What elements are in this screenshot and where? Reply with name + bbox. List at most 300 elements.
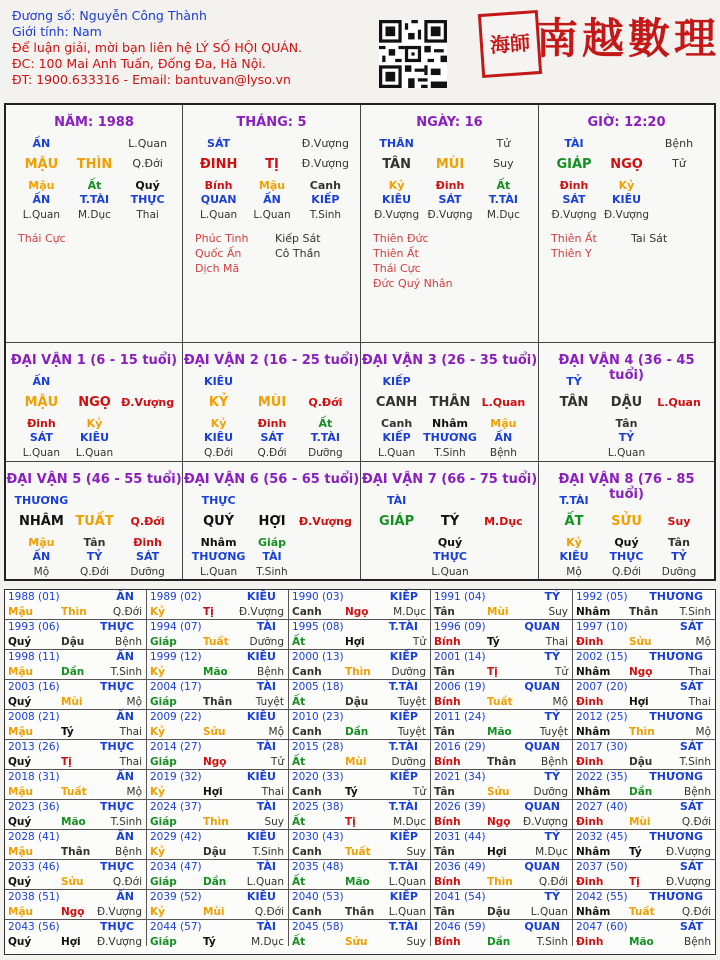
year-stem: Giáp [150,816,177,828]
year-stem: Nhâm [576,726,611,738]
year-label: 2047 (60) [576,921,628,933]
year-ten-god: KIẾP [389,590,418,603]
dv-hidden-ten-god: KIẾP [382,431,411,444]
hidden-stage: Đ.Vượng [427,209,473,221]
year-label: 2010 (23) [292,711,344,723]
pillar-1 [183,105,361,343]
year-label: 2026 (39) [434,801,486,813]
year-stage: Thai [688,666,711,678]
star-right: Kiếp Sát [275,232,321,245]
dv-hidden-stem: Kỷ [86,417,103,430]
dv-hidden-ten-god: THƯƠNG [423,431,477,444]
year-cell [431,710,573,740]
year-stem: Kỷ [150,906,165,918]
hidden-ten-god: T.TÀI [79,193,110,206]
dv-hidden-ten-god: ẤN [32,550,51,563]
dv-hidden-stem: Tân [615,417,638,430]
year-stem: Quý [8,696,32,708]
year-label: 1989 (02) [150,591,202,603]
pillar-title: THÁNG: 5 [236,115,307,130]
pillar-title: NGÀY: 16 [416,115,483,130]
year-label: 2030 (43) [292,831,344,843]
star-left: Phúc Tinh [195,232,249,245]
dv-hidden-ten-god: TỶ [618,431,635,444]
hidden-ten-god: ẤN [263,193,281,206]
year-label: 1999 (12) [150,651,202,663]
year-stem: Đinh [576,876,604,888]
year-branch: Dậu [61,636,85,648]
year-stage: Tử [554,666,568,678]
year-label: 2045 (58) [292,921,344,933]
year-stem: Canh [292,906,322,918]
year-label: 1994 (07) [150,621,202,633]
year-label: 2023 (36) [8,801,60,813]
year-stage: Tuyệt [397,696,426,708]
year-label: 2005 (18) [292,681,344,693]
dv-hidden-ten-god: TỶ [671,550,687,563]
year-stage: Bệnh [115,846,142,858]
year-label: 2029 (42) [150,831,202,843]
year-branch: Mùi [203,906,225,918]
stage-branch: Q.Đới [132,157,163,170]
year-label: 2038 (51) [8,891,60,903]
dai-van-1 [6,343,183,462]
year-branch: Mùi [629,816,651,828]
year-cell [431,680,573,710]
year-ten-god: KIẾP [389,890,418,903]
year-branch: Mão [61,816,86,828]
hidden-ten-god: ẤN [32,193,51,206]
year-ten-god: T.TÀI [388,620,418,633]
dv-hidden-stage: Q.Đới [204,447,234,459]
dv-hidden-stem: Đinh [133,536,162,549]
year-branch: Thìn [629,726,655,738]
star-left: Thiên Ất [373,247,419,260]
dv-hidden-ten-god: SÁT [260,431,284,444]
year-branch: Tý [629,846,642,858]
year-stage: Q.Đới [681,816,711,828]
dv-hidden-ten-god: SÁT [136,550,160,563]
brand-logo: 南越數理 [536,14,720,63]
year-cell [147,590,289,620]
dv-hidden-stage: Q.Đới [257,447,287,459]
year-stem: Bính [434,756,461,768]
dv-hidden-stage: L.Quan [199,566,238,578]
year-branch: Dần [629,786,653,798]
year-cell [5,650,147,680]
dai-van-ten-god: T.TÀI [559,494,589,507]
year-label: 2012 (25) [576,711,628,723]
pillar-title: GIỜ: 12:20 [587,115,666,130]
dai-van-title: ĐẠI VẬN 4 (36 - 45 tuổi) [558,353,695,383]
heavenly-stem: ĐINH [199,157,238,172]
year-label: 2034 (47) [150,861,202,873]
year-stem: Canh [292,726,322,738]
year-cell [147,830,289,860]
dai-van-title: ĐẠI VẬN 3 (26 - 35 tuổi) [361,353,538,368]
dai-van-branch: THÂN [429,395,471,410]
dv-hidden-stage: Mộ [566,566,582,578]
year-ten-god: THƯƠNG [649,650,703,663]
year-ten-god: TÀI [256,620,276,633]
year-label: 2016 (29) [434,741,486,753]
year-cell [147,770,289,800]
dv-hidden-stage: T.Sinh [434,447,466,459]
year-stage: Suy [406,846,426,858]
dai-van-stage: Q.Đới [130,515,165,528]
year-branch: Thìn [487,876,513,888]
year-branch: Sửu [629,636,652,648]
year-cell [573,740,715,770]
dv-hidden-stage: L.Quan [377,447,416,459]
year-ten-god: QUAN [524,860,560,873]
dv-hidden-stem: Canh [381,417,413,430]
year-stage: Thai [688,696,711,708]
dv-hidden-stage: T.Sinh [256,566,288,578]
dv-hidden-ten-god: KIÊU [79,431,110,444]
year-branch: Tị [487,666,498,678]
year-label: 1996 (09) [434,621,486,633]
year-stage: T.Sinh [679,756,711,768]
year-cell [147,710,289,740]
year-stage: M.Dục [393,606,426,618]
year-ten-god: KIẾP [389,770,418,783]
year-stem: Giáp [150,936,177,948]
year-branch: Tuất [203,636,229,648]
year-cell [289,860,431,890]
year-stem: Bính [434,876,461,888]
dai-van-title: ĐẠI VẬN 6 (56 - 65 tuổi) [183,472,360,487]
year-stage: T.Sinh [536,936,568,948]
contact-note: Để luận giải, mời bạn liên hệ LÝ SỐ HỘI QUÁN. [12,40,303,55]
year-cell [289,770,431,800]
dai-van-stem: ẤT [564,514,584,529]
pillar-0 [6,105,183,343]
year-label: 2004 (17) [150,681,202,693]
hidden-ten-god: T.TÀI [488,193,519,206]
year-label: 1997 (10) [576,621,628,633]
dai-van-ten-god: THƯƠNG [14,494,69,507]
year-branch: Ngọ [487,816,511,828]
star-left: Thiên Ất [551,232,597,245]
year-stage: Mộ [552,696,568,708]
year-cell [573,860,715,890]
year-stage: Thai [119,756,142,768]
ten-god-stem: THÂN [379,137,414,150]
year-cell [573,890,715,920]
year-branch: Hợi [61,936,81,948]
year-branch: Hợi [629,696,649,708]
hidden-stem: Mậu [258,179,286,192]
dv-hidden-stem: Tân [83,536,106,549]
year-label: 2014 (27) [150,741,202,753]
year-stage: Bệnh [684,936,711,948]
year-cell [573,650,715,680]
year-stage: Mộ [126,696,142,708]
hidden-stage: Thai [136,209,159,221]
year-label: 2028 (41) [8,831,60,843]
year-label: 2043 (56) [8,921,60,933]
dai-van-6 [183,462,361,579]
year-stage: Mộ [695,636,711,648]
year-cell [289,830,431,860]
qr-code[interactable] [379,20,447,88]
year-stage: Đ.Vượng [665,876,711,888]
dai-van-stage: Đ.Vượng [298,515,352,528]
year-label: 2018 (31) [8,771,60,783]
year-ten-god: THỰC [100,920,134,933]
year-stage: Suy [406,936,426,948]
dai-van-title: ĐẠI VẬN 8 (76 - 85 tuổi) [558,472,695,502]
year-cell [573,830,715,860]
dai-van-2 [183,343,361,462]
year-label: 2042 (55) [576,891,628,903]
year-stem: Ất [292,696,306,708]
year-stage: Đ.Vượng [665,846,711,858]
year-ten-god: SÁT [679,620,703,633]
star-right: Cô Thần [275,247,321,260]
year-cell [431,590,573,620]
year-branch: Thìn [345,666,371,678]
owner-name: Đương số: Nguyễn Công Thành [12,8,207,23]
dv-hidden-ten-god: SÁT [29,431,53,444]
year-ten-god: THỰC [100,800,134,813]
year-ten-god: QUAN [524,740,560,753]
year-stage: Tuyệt [255,696,284,708]
year-ten-god: QUAN [524,800,560,813]
year-branch: Tị [345,816,356,828]
year-cell [573,620,715,650]
year-stem: Ất [292,936,306,948]
star-right: Tai Sát [631,232,668,245]
dai-van-stem: CANH [375,395,418,410]
year-stage: L.Quan [388,906,426,918]
dv-hidden-stage: Dưỡng [308,447,343,459]
star-left: Thiên Y [551,247,592,260]
hidden-ten-god: SÁT [438,193,462,206]
year-ten-god: T.TÀI [388,920,418,933]
year-branch: Ngọ [203,756,227,768]
year-stem: Mậu [8,786,34,798]
year-label: 2019 (32) [150,771,202,783]
year-stage: Dưỡng [391,666,426,678]
year-stem: Mậu [8,846,34,858]
dai-van-title: ĐẠI VẬN 1 (6 - 15 tuổi) [10,353,178,368]
dv-hidden-ten-god: KIÊU [559,550,589,563]
year-ten-god: T.TÀI [388,860,418,873]
year-stage: Bệnh [115,636,142,648]
year-branch: Mão [629,936,654,948]
dv-hidden-stem: Mậu [28,536,55,549]
year-stem: Mậu [8,906,34,918]
star-left: Thái Cực [18,232,66,245]
year-label: 2036 (49) [434,861,486,873]
dv-hidden-stage: Q.Đới [79,566,110,578]
year-ten-god: QUAN [524,680,560,693]
year-cell [5,620,147,650]
earthly-branch: MÙI [435,157,465,172]
year-cell [5,830,147,860]
year-ten-god: KIÊU [246,710,276,723]
dv-hidden-stem: Tân [668,536,690,549]
year-branch: Mùi [61,696,83,708]
year-ten-god: THỰC [100,680,134,693]
year-stage: Dưỡng [533,786,568,798]
stage-branch: Tử [672,157,686,170]
year-stage: Tuyệt [397,726,426,738]
heavenly-stem: TÂN [382,157,411,172]
year-branch: Mão [487,726,512,738]
year-branch: Thân [61,846,91,858]
year-stem: Quý [8,756,32,768]
year-cell [5,770,147,800]
hidden-stage: L.Quan [199,209,238,221]
year-branch: Tý [203,936,216,948]
year-cell [5,860,147,890]
year-label: 2008 (21) [8,711,60,723]
star-left: Đức Quý Nhân [373,277,453,290]
star-left: Dịch Mã [195,262,240,275]
year-cell [573,770,715,800]
year-branch: Dậu [203,846,227,858]
year-ten-god: SÁT [679,680,703,693]
year-stem: Canh [292,846,322,858]
year-branch: Tị [629,876,640,888]
year-ten-god: ẤN [116,770,134,783]
dai-van-stage: M.Dục [484,515,523,528]
year-ten-god: TÀI [256,740,276,753]
ten-god-stem: SÁT [207,137,231,150]
year-cell [5,800,147,830]
year-stage: Mộ [268,726,284,738]
year-stem: Giáp [150,696,177,708]
year-label: 2037 (50) [576,861,628,873]
year-ten-god: SÁT [679,860,703,873]
year-label: 2006 (19) [434,681,486,693]
stage-top: Bệnh [664,137,694,150]
dv-hidden-stage: Q.Đới [611,566,642,578]
year-stem: Nhâm [576,666,611,678]
year-label: 2020 (33) [292,771,344,783]
year-stage: Q.Đới [254,906,284,918]
year-stage: L.Quan [246,876,284,888]
pillar-3 [539,105,714,343]
hidden-stage: Đ.Vượng [551,209,597,221]
dai-van-ten-god: TÀI [386,494,407,507]
dv-hidden-stage: L.Quan [431,566,469,578]
stage-branch: Suy [493,157,514,170]
year-cell [289,710,431,740]
dai-van-title: ĐẠI VẬN 2 (16 - 25 tuổi) [183,353,360,368]
year-branch: Tuất [487,696,513,708]
year-ten-god: THƯƠNG [649,830,703,843]
year-label: 2022 (35) [576,771,628,783]
year-cell [431,920,573,946]
year-branch: Dần [203,876,227,888]
hidden-ten-god: KIÊU [611,193,642,206]
year-branch: Hợi [203,786,223,798]
year-branch: Dậu [345,696,369,708]
year-branch: Sửu [61,876,84,888]
year-stem: Kỷ [150,666,165,678]
year-ten-god: T.TÀI [388,680,418,693]
year-stem: Quý [8,816,32,828]
year-stage: M.Dục [251,936,284,948]
year-stem: Bính [434,696,461,708]
year-cell [5,890,147,920]
year-branch: Ngọ [61,906,85,918]
hidden-stage: T.Sinh [309,209,342,221]
dv-hidden-stage: Dưỡng [130,566,165,578]
year-branch: Sửu [345,936,368,948]
pillar-2 [361,105,539,343]
year-stage: Đ.Vượng [238,606,284,618]
year-cell [289,650,431,680]
dv-hidden-stem: Quý [614,536,639,549]
year-stem: Canh [292,786,322,798]
year-stage: Suy [264,816,284,828]
year-ten-god: TÀI [256,800,276,813]
year-ten-god: THƯƠNG [649,770,703,783]
year-ten-god: KIÊU [246,650,276,663]
year-stage: Đ.Vượng [522,816,568,828]
year-cell [5,710,147,740]
dv-hidden-ten-god: THƯƠNG [191,550,246,563]
year-stem: Tân [434,606,455,618]
dv-hidden-stem: Kỷ [210,417,227,430]
year-stem: Đinh [576,936,604,948]
year-label: 2017 (30) [576,741,628,753]
year-cell [147,800,289,830]
year-cell [289,740,431,770]
dv-hidden-stem: Đinh [257,417,287,430]
year-label: 2046 (59) [434,921,486,933]
dai-van-ten-god: TỶ [566,375,582,388]
hidden-stage: L.Quan [253,209,291,221]
dai-van-stem: NHÂM [19,514,64,529]
year-label: 1998 (11) [8,651,60,663]
year-branch: Tuất [345,846,371,858]
dai-van-branch: MÙI [257,395,287,410]
year-branch: Thân [629,606,659,618]
year-stage: L.Quan [388,876,426,888]
year-stem: Tân [434,906,455,918]
hidden-stage: M.Dục [78,209,111,221]
year-stage: Bệnh [684,786,711,798]
year-stage: Tử [412,636,426,648]
hidden-stem: Đinh [559,179,589,192]
year-cell [289,680,431,710]
year-stage: Suy [548,606,568,618]
year-ten-god: TỶ [544,890,560,903]
dv-hidden-stem: Mậu [490,417,517,430]
year-stem: Bính [434,936,461,948]
hidden-ten-god: KIÊU [382,193,412,206]
year-stem: Nhâm [576,606,611,618]
seal-logo: 海師 [478,10,542,78]
dv-hidden-ten-god: ẤN [494,431,513,444]
year-ten-god: KIẾP [389,710,418,723]
dai-van-8 [539,462,714,579]
dai-van-7 [361,462,539,579]
dai-van-stage: L.Quan [657,396,701,409]
dai-van-branch: SỬU [611,514,642,529]
hidden-stage: L.Quan [22,209,60,221]
year-stage: Đ.Vượng [96,906,142,918]
year-cell [573,680,715,710]
year-stem: Canh [292,666,322,678]
year-cell [289,890,431,920]
